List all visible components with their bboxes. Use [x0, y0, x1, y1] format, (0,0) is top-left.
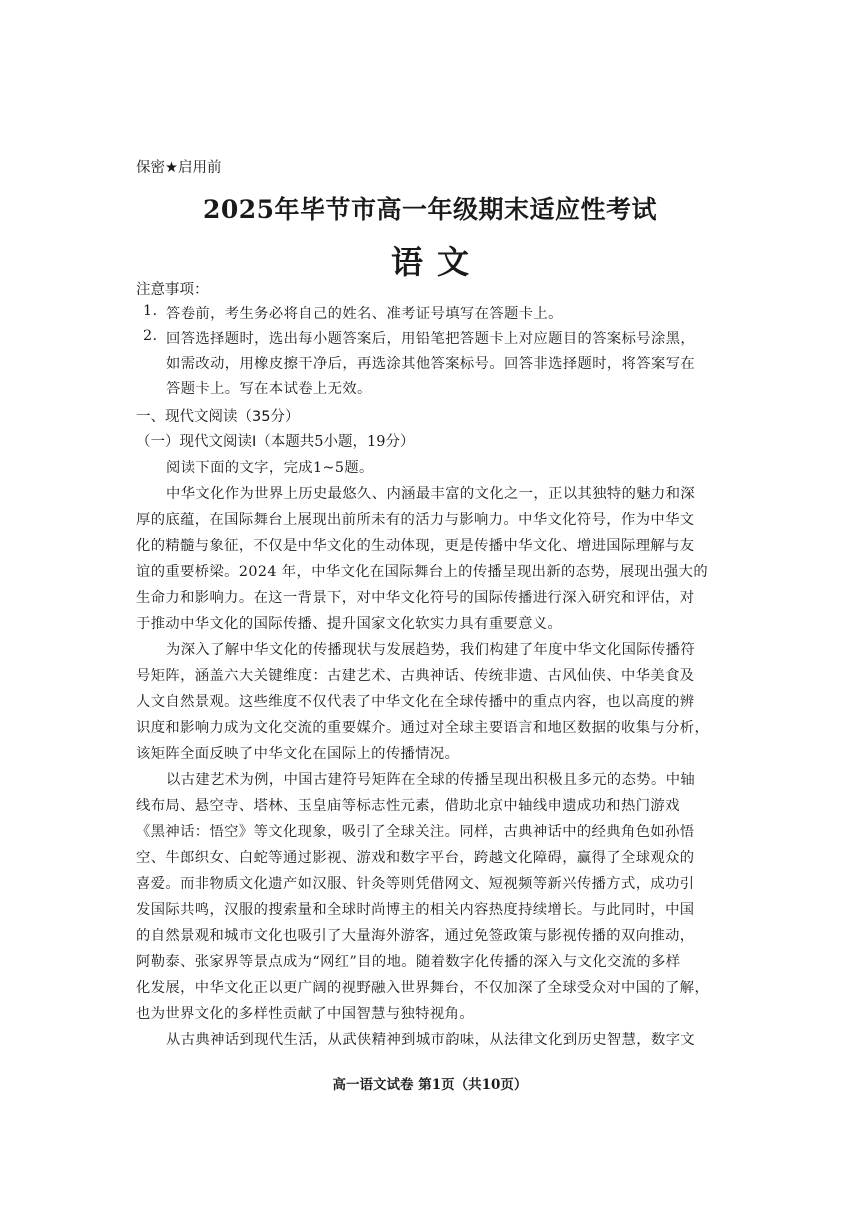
confidential-label: 保密★启用前: [136, 160, 222, 176]
passage-line: 从古典神话到现代生活，从武侠精神到城市韵味，从法律文化到历史智慧，数字文: [166, 1032, 696, 1048]
passage-line: 该矩阵全面反映了中华文化在国际上的传播情况。: [136, 746, 460, 762]
page-footer: 高一语文试卷 第1页（共10页）: [332, 1077, 528, 1093]
passage-line: 阿勒泰、张家界等景点成为“网红”目的地。随着数字化传播的深入与文化交流的多样: [136, 954, 681, 970]
passage-line: 也为世界文化的多样性贡献了中国智慧与独特视角。: [136, 1006, 475, 1022]
subject-title: 语文: [390, 243, 483, 281]
reading-instruction: 阅读下面的文字，完成1~5题。: [166, 460, 374, 476]
passage-line: 以古建艺术为例，中国古建符号矩阵在全球的传播呈现出积极且多元的态势。中轴: [166, 772, 696, 788]
sub-section-note: （本题共5小题，19分）: [256, 434, 415, 450]
note-text-line: 如需改动，用橡皮擦干净后，再选涂其他答案标号。回答非选择题时，将答案写在: [166, 356, 696, 372]
passage-line: 人文自然景观。这些维度不仅代表了中华文化在全球传播中的重点内容，也以高度的辨: [136, 694, 695, 710]
passage-line: 号矩阵，涵盖六大关键维度：古建艺术、古典神话、传统非遗、古风仙侠、中华美食及: [136, 668, 695, 684]
exam-title: 2025年毕节市高一年级期末适应性考试: [202, 195, 658, 224]
passage-line: 谊的重要桥梁。2024 年，中华文化在国际舞台上的传播呈现出新的态势，展现出强大的: [136, 564, 709, 580]
passage-line: 于推动中华文化的国际传播、提升国家文化软实力具有重要意义。: [136, 616, 563, 632]
passage-line: 厚的底蕴，在国际舞台上展现出前所未有的活力与影响力。中华文化符号，作为中华文: [136, 512, 695, 528]
notes-heading: 注意事项：: [136, 282, 209, 298]
sub-section-heading: [136, 430, 414, 451]
passage-line: 空、牛郎织女、白蛇等通过影视、游戏和数字平台，跨越文化障碍，赢得了全球观众的: [136, 850, 695, 866]
sub-section-title: （一）现代文阅读Ⅰ: [136, 434, 257, 450]
passage-line: 线布局、悬空寺、塔林、玉皇庙等标志性元素，借助北京中轴线申遗成功和热门游戏: [136, 798, 680, 814]
passage-line: 为深入了解中华文化的传播现状与发展趋势，我们构建了年度中华文化国际传播符: [166, 642, 696, 658]
note-number: 1.: [143, 303, 158, 319]
passage-line: 喜爱。而非物质文化遗产如汉服、针灸等则凭借网文、短视频等新兴传播方式，成功引: [136, 876, 695, 892]
note-text-line: 答题卡上。写在本试卷上无效。: [166, 381, 372, 397]
note-text-line: 答卷前，考生务必将自己的姓名、准考证号填写在答题卡上。: [166, 306, 563, 322]
section-heading: 一、现代文阅读（35分）: [136, 409, 300, 425]
passage-line: 识度和影响力成为文化交流的重要媒介。通过对全球主要语言和地区数据的收集与分析，: [136, 720, 710, 736]
passage-line: 中华文化作为世界上历史最悠久、内涵最丰富的文化之一，正以其独特的魅力和深: [166, 486, 696, 502]
passage-line: 的自然景观和城市文化也吸引了大量海外游客，通过免签政策与影视传播的双向推动，: [136, 928, 695, 944]
passage-line: 发国际共鸣，汉服的搜索量和全球时尚博主的相关内容热度持续增长。与此同时，中国: [136, 902, 695, 918]
note-number: 2.: [143, 328, 158, 344]
passage-line: 《黑神话：悟空》等文化现象，吸引了全球关注。同样，古典神话中的经典角色如孙悟: [136, 824, 695, 840]
passage-line: 生命力和影响力。在这一背景下，对中华文化符号的国际传播进行深入研究和评估，对: [136, 590, 695, 606]
passage-line: 化发展，中华文化正以更广阔的视野融入世界舞台，不仅加深了全球受众对中国的了解，: [136, 980, 710, 996]
passage-line: 化的精髓与象征，不仅是中华文化的生动体现，更是传播中华文化、增进国际理解与友: [136, 538, 695, 554]
note-text-line: 回答选择题时，选出每小题答案后，用铅笔把答题卡上对应题目的答案标号涂黑，: [166, 331, 696, 347]
